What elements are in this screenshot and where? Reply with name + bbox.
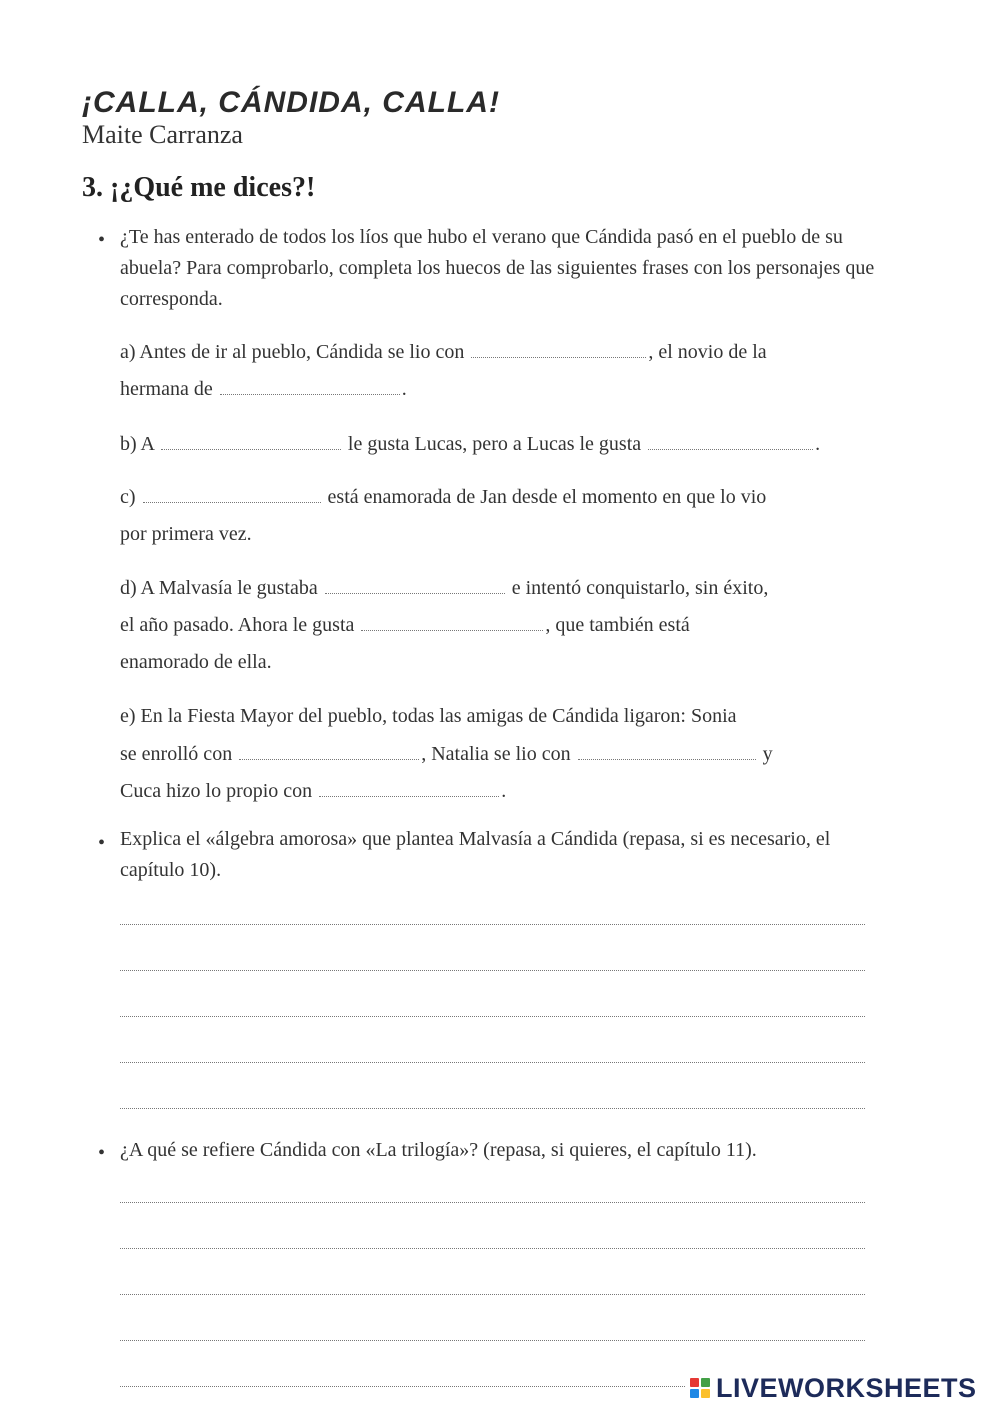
q1-d-line1: d) A Malvasía le gustaba e intentó conquistarlo, sin éxito, bbox=[120, 577, 769, 599]
answer-line-q3-1[interactable] bbox=[120, 1202, 865, 1203]
answer-line-q2-2[interactable] bbox=[120, 970, 865, 971]
q1-c-line1: c) está enamorada de Jan desde el momento en que lo vio bbox=[120, 486, 767, 508]
q1-intro: ¿Te has enterado de todos los líos que hubo el verano que Cándida pasó en el pueblo de su abuela? Para comprobarlo, completa los huecos de las siguientes frases con los personajes que corresponda. bbox=[120, 226, 875, 310]
blank-e2[interactable] bbox=[578, 758, 756, 760]
q1-a-line2: hermana de . bbox=[120, 378, 407, 400]
answer-line-q2-5[interactable] bbox=[120, 1108, 865, 1109]
bullet-q1: • bbox=[98, 229, 106, 251]
answer-line-q2-4[interactable] bbox=[120, 1062, 865, 1063]
bullet-q3: • bbox=[98, 1142, 106, 1164]
section-title: 3. ¡¿Qué me dices?! bbox=[82, 172, 316, 203]
q3-text: ¿A qué se refiere Cándida con «La trilogía»? (repasa, si quieres, el capítulo 11). bbox=[120, 1139, 757, 1161]
answer-line-q2-3[interactable] bbox=[120, 1016, 865, 1017]
q1-a-line1: a) Antes de ir al pueblo, Cándida se lio con , el novio de la bbox=[120, 341, 767, 363]
book-title: ¡CALLA, CÁNDIDA, CALLA! bbox=[82, 86, 500, 119]
blank-b2[interactable] bbox=[648, 448, 813, 450]
logo-square-2 bbox=[701, 1378, 710, 1387]
logo-square-1 bbox=[690, 1378, 699, 1387]
q1-e-line3: Cuca hizo lo propio con . bbox=[120, 780, 507, 802]
q1-d-line3: enamorado de ella. bbox=[120, 651, 272, 673]
liveworksheets-logo-icon bbox=[690, 1378, 710, 1398]
logo-square-3 bbox=[690, 1389, 699, 1398]
blank-c1[interactable] bbox=[143, 501, 321, 503]
q1-b-line: b) A le gusta Lucas, pero a Lucas le gusta . bbox=[120, 433, 821, 455]
watermark-text: LIVEWORKSHEETS bbox=[716, 1372, 977, 1403]
q1-e-line2: se enrolló con , Natalia se lio con y bbox=[120, 743, 773, 765]
bullet-q2: • bbox=[98, 832, 106, 854]
answer-line-q2-1[interactable] bbox=[120, 924, 865, 925]
q1-e-line1: e) En la Fiesta Mayor del pueblo, todas las amigas de Cándida ligaron: Sonia bbox=[120, 705, 737, 727]
q2-text: Explica el «álgebra amorosa» que plantea Malvasía a Cándida (repasa, si es necesario, el capítulo 10). bbox=[120, 828, 831, 881]
liveworksheets-watermark bbox=[690, 1372, 990, 1404]
blank-b1[interactable] bbox=[161, 448, 341, 450]
blank-a1[interactable] bbox=[471, 356, 646, 358]
blank-e3[interactable] bbox=[319, 795, 499, 797]
blank-d1[interactable] bbox=[325, 592, 505, 594]
answer-line-q3-5[interactable] bbox=[120, 1386, 685, 1387]
q1-d-line2: el año pasado. Ahora le gusta , que también está bbox=[120, 614, 690, 636]
answer-line-q3-4[interactable] bbox=[120, 1340, 865, 1341]
blank-a2[interactable] bbox=[220, 393, 400, 395]
blank-e1[interactable] bbox=[239, 758, 419, 760]
book-author: Maite Carranza bbox=[82, 120, 243, 149]
logo-square-4 bbox=[701, 1389, 710, 1398]
blank-d2[interactable] bbox=[361, 629, 543, 631]
answer-line-q3-2[interactable] bbox=[120, 1248, 865, 1249]
answer-line-q3-3[interactable] bbox=[120, 1294, 865, 1295]
q1-c-line2: por primera vez. bbox=[120, 523, 252, 545]
